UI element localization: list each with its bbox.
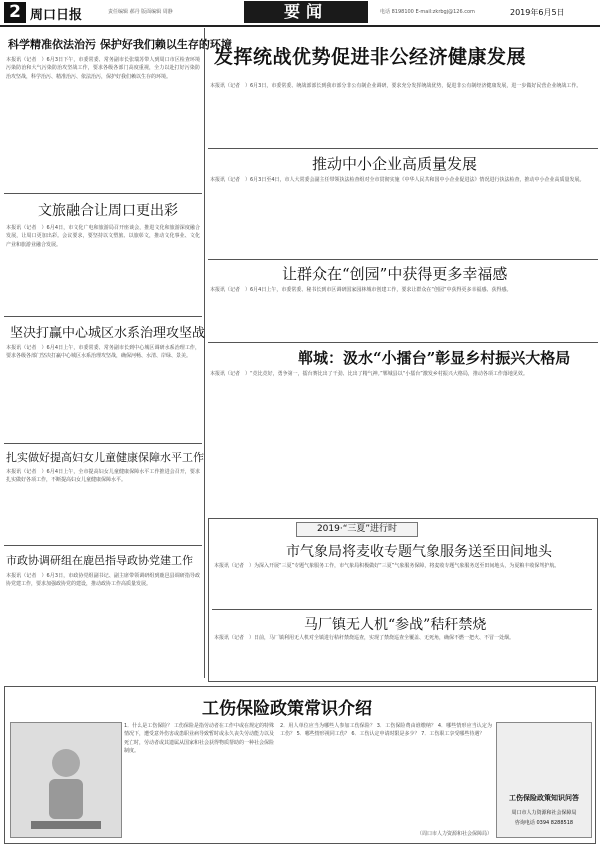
article-title: 让群众在“创园”中获得更多幸福感 [282,265,508,283]
feature-title: 工伤保险政策常识介绍 [202,699,372,719]
article-body: 本报讯（记者 ）6月3日，市政协党组副书记、副主席带领调研组到鹿邑县调研指导政协党建工作，要求加强政协党的建设，推动政协工作高质量发展。 [6,573,200,588]
article-body: 本报讯（记者 ）6月4日，市文化广电和旅游局召开座谈会，推进文化和旅游深度融合发展，让周口更加出彩。会议要求，要坚持以文塑旅、以旅彰文，推动文化事业、文化产业和旅游业融合发展。 [6,225,200,248]
ad-phone: 咨询电话 0394 8288518 [514,820,574,826]
ad-title: 工伤保险政策知识问答 [509,794,579,802]
contact-line: 电话 8198100 E-mail:zkrbgj@126.com [380,9,475,15]
page-number: 2 [4,2,26,23]
divider [4,545,202,546]
article-title: 马厂镇无人机“参战”秸秆禁烧 [304,617,487,633]
paper-name: 周口日报 [30,8,83,23]
lead-headline: 发挥统战优势促进非公经济健康发展 [214,46,527,68]
column-divider [204,28,205,678]
divider [4,316,202,317]
ad-box [496,722,592,838]
illustration-image [10,722,122,838]
article-title: 文旅融合让周口更出彩 [38,203,178,219]
section-title: 要闻 [244,1,368,23]
article-title: 推动中小企业高质量发展 [312,155,478,173]
article-title: 坚决打赢中心城区水系治理攻坚战 [10,326,206,341]
section-tag: 2019·“三夏”进行时 [296,522,418,537]
article-title: 扎实做好提高妇女儿童健康保障水平工作 [6,451,204,464]
article-body: 本报讯（记者 ）6月3日至4日，市人大常委会副主任带领执法检查组对全市贯彻实施《中华人民共和国中小企业促进法》情况进行执法检查，推动中小企业高质量发展。 [210,177,585,183]
article-title: 市气象局将麦收专题气象服务送至田间地头 [286,544,552,560]
feature-body: 1．什么是工伤保险？ 工伤保险是指劳动者在工作中或在规定的特殊情况下，遭受意外伤害或患职业病导致暂时或永久丧失劳动能力以及死亡时，劳动者或其遗属从国家和社会获得物质帮助的一种社会保险制度。 [124,723,274,755]
article-title: 科学精准依法治污 保护好我们赖以生存的环境 [8,38,232,51]
masthead [0,0,600,27]
divider [212,609,592,610]
editor-line: 责任编辑 郝丹 版面编辑 周静 [108,9,173,15]
divider [208,148,598,149]
article-body: 本报讯（记者 ）6月4日上午，全市提高妇女儿童健康保障水平工作推进会召开，要求扎实做好各项工作，不断提高妇女儿童健康保障水平。 [6,469,200,484]
article-body: 本报讯（记者 ）6月4日上午，市委常委、常务副市长到中心城区调研水系治理工作，要求各级各部门坚决打赢中心城区水系治理攻坚战，确保河畅、水清、岸绿、景美。 [6,345,200,360]
article-body: 本报讯（记者 ）6月3日，市委常委、统战部部长到我市部分非公有制企业调研，要求充分发挥统战优势，促进非公有制经济健康发展，进一步做好民营企业统战工作。 [210,83,582,89]
article-title: 郸城：汲水“小擂台”彰显乡村振兴大格局 [298,349,571,367]
article-body: 本报讯（记者 ）“竞比竞好，勇争第一，擂台赛比出了干劲、比出了精气神。”郸城县以“小擂台”激发乡村振兴大格局，推动各项工作落地见效。 [210,371,528,377]
divider [4,443,202,444]
divider [4,193,202,194]
divider [208,259,598,260]
article-body: 本报讯（记者 ）6月3日下午，市委常委、常务副市长张瑞苏带人到周口市区检查环境污染防治和大气污染防治攻坚战工作，要求各级各部门高度重视，全力以赴打好污染防治攻坚战，科学治污、精准治污、依法治污，保护好我们赖以生存的环境。 [6,57,200,80]
article-body: 本报讯（记者 ）6月4日上午，市委常委、秘书长到市区调研国家园林城市创建工作，要求让群众在“创园”中获得更多幸福感、获得感。 [210,287,512,293]
worker-illustration-icon [11,723,121,837]
article-body: 本报讯（记者 ）为深入开展“三夏”专题气象服务工作，市气象局积极做好“三夏”气象服务保障，将麦收专题气象服务送至田间地头，为夏粮丰收保驾护航。 [214,563,560,569]
divider [208,342,598,343]
feature-body: 2．用人单位应当为哪些人参加工伤保险？ 3．工伤保险费由谁缴纳？ 4．哪些情形应当认定为工伤？ 5．哪些情形视同工伤？ 6．工伤认定申请时限是多少？ 7．工伤职工享受哪些待遇？ [280,723,492,738]
issue-date: 2019年6月5日 [510,8,565,17]
ad-line: 周口市人力资源和社会保障局 [511,810,577,816]
article-title: 市政协调研组在鹿邑指导政协党建工作 [6,554,193,567]
feature-credit: （周口市人力资源和社会保障局） [416,831,492,837]
article-body: 本报讯（记者 ）日前，马厂镇利用无人机对全镇进行秸秆禁烧巡查，实现了禁烧巡查全覆盖、无死角，确保不燃一把火、不冒一处烟。 [214,635,515,641]
